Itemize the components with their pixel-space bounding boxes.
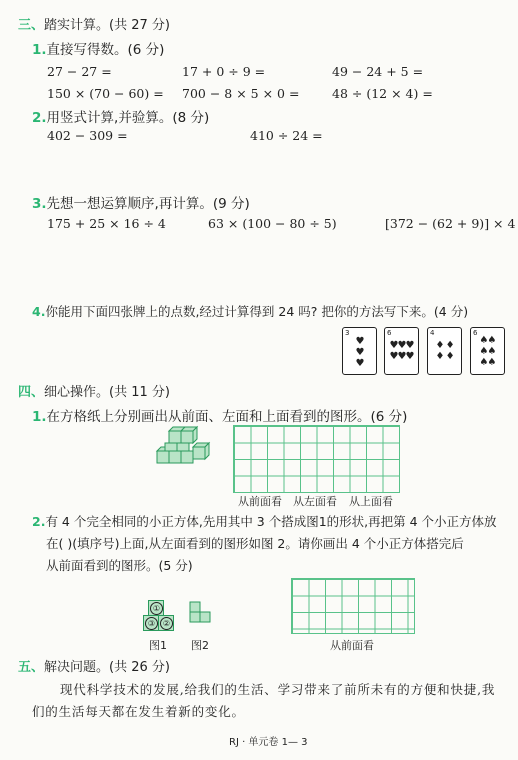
playing-card-6-hearts	[384, 327, 419, 375]
calc-item: 700 − 8 × 5 × 0 =	[182, 86, 300, 101]
playing-card-4-diamonds	[427, 327, 462, 375]
question-3-title	[32, 192, 250, 212]
section-title: 踏实计算。(共 27 分)	[44, 18, 170, 33]
cube	[143, 615, 159, 631]
cube-stack-figure	[155, 425, 217, 471]
playing-card-6-spades	[470, 327, 505, 375]
question-number: 1.	[32, 409, 47, 425]
card-rank: 3	[345, 329, 350, 337]
section-title: 细心操作。(共 11 分)	[44, 385, 170, 400]
paragraph-line-2: 们的生活每天都在发生着新的变化。	[32, 704, 245, 719]
card-rank: 6	[473, 329, 478, 337]
calc-item: 63 × (100 − 80 ÷ 5)	[208, 216, 337, 231]
question-4-1-title	[32, 405, 407, 425]
question-text: 有 4 个完全相同的小正方体,先用其中 3 个搭成图1的形状,再把第 4 个小正方体放	[45, 514, 497, 529]
question-4-2-line3: 从前面看到的图形。(5 分)	[46, 558, 193, 573]
question-number: 2.	[32, 514, 46, 529]
calc-item: 410 ÷ 24 =	[250, 128, 323, 143]
calc-item: 402 − 309 =	[47, 128, 128, 143]
playing-card-3-hearts	[342, 327, 377, 375]
question-text: 在方格纸上分别画出从前面、左面和上面看到的图形。(6 分)	[46, 409, 408, 425]
card-pips: ♥♥♥ ♥♥♥	[389, 340, 414, 362]
label-front-view: 从前面看	[238, 495, 282, 508]
cube	[148, 600, 164, 616]
card-rank: 6	[387, 329, 392, 337]
calc-item: 48 ÷ (12 × 4) =	[332, 86, 433, 101]
figure-1-caption: 图1	[149, 639, 167, 652]
grid-label-front: 从前面看	[330, 639, 374, 652]
figure-1	[143, 600, 183, 636]
question-number: 1.	[32, 42, 47, 58]
question-4-title	[32, 302, 468, 320]
figure-2-caption: 图2	[191, 639, 209, 652]
figure-2	[188, 600, 212, 632]
question-text: 你能用下面四张牌上的点数,经过计算得到 24 吗? 把你的方法写下来。(4 分)	[45, 304, 469, 319]
calc-item: 175 + 25 × 16 ÷ 4	[47, 216, 166, 231]
cube-number: ②	[160, 617, 173, 630]
section-3-heading	[18, 14, 170, 33]
question-number: 2.	[32, 110, 47, 126]
question-number: 3.	[32, 196, 47, 212]
calc-item: 27 − 27 =	[47, 64, 112, 79]
card-pips: ♥ ♥ ♥	[355, 336, 364, 369]
grid-paper-views[interactable]	[233, 425, 400, 493]
cube-number: ①	[150, 602, 163, 615]
question-2-title	[32, 106, 209, 126]
calc-item: 49 − 24 + 5 =	[332, 64, 424, 79]
section-number: 三、	[18, 18, 45, 33]
label-left-view: 从左面看	[293, 495, 337, 508]
calc-item: [372 − (62 + 9)] × 4	[385, 216, 516, 231]
card-rank: 4	[430, 329, 435, 337]
page-footer: RJ · 单元卷 1— 3	[229, 737, 308, 748]
paragraph-line-1: 现代科学技术的发展,给我们的生活、学习带来了前所未有的方便和快捷,我	[60, 682, 496, 697]
card-pips: ♠♠ ♠♠ ♠♠	[479, 335, 496, 368]
question-number: 4.	[32, 304, 46, 319]
calc-item: 17 + 0 ÷ 9 =	[182, 64, 266, 79]
section-number: 四、	[18, 385, 45, 400]
question-text: 用竖式计算,并验算。(8 分)	[46, 110, 210, 126]
calc-item: 150 × (70 − 60) =	[47, 86, 164, 101]
label-top-view: 从上面看	[349, 495, 393, 508]
question-1-title	[32, 38, 164, 58]
section-title: 解决问题。(共 26 分)	[44, 660, 170, 675]
question-4-2-line2: 在( )(填序号)上面,从左面看到的图形如图 2。请你画出 4 个小正方体搭完后	[46, 536, 464, 551]
cube-number: ③	[145, 617, 158, 630]
question-4-2-line1	[32, 512, 497, 530]
card-pips: ♦ ♦ ♦ ♦	[435, 340, 454, 362]
question-text: 先想一想运算顺序,再计算。(9 分)	[46, 196, 250, 212]
section-number: 五、	[18, 660, 45, 675]
section-4-heading	[18, 381, 170, 400]
cube	[158, 615, 174, 631]
section-5-heading	[18, 656, 170, 675]
question-text: 直接写得数。(6 分)	[46, 42, 165, 58]
grid-paper-answer[interactable]	[291, 578, 415, 634]
